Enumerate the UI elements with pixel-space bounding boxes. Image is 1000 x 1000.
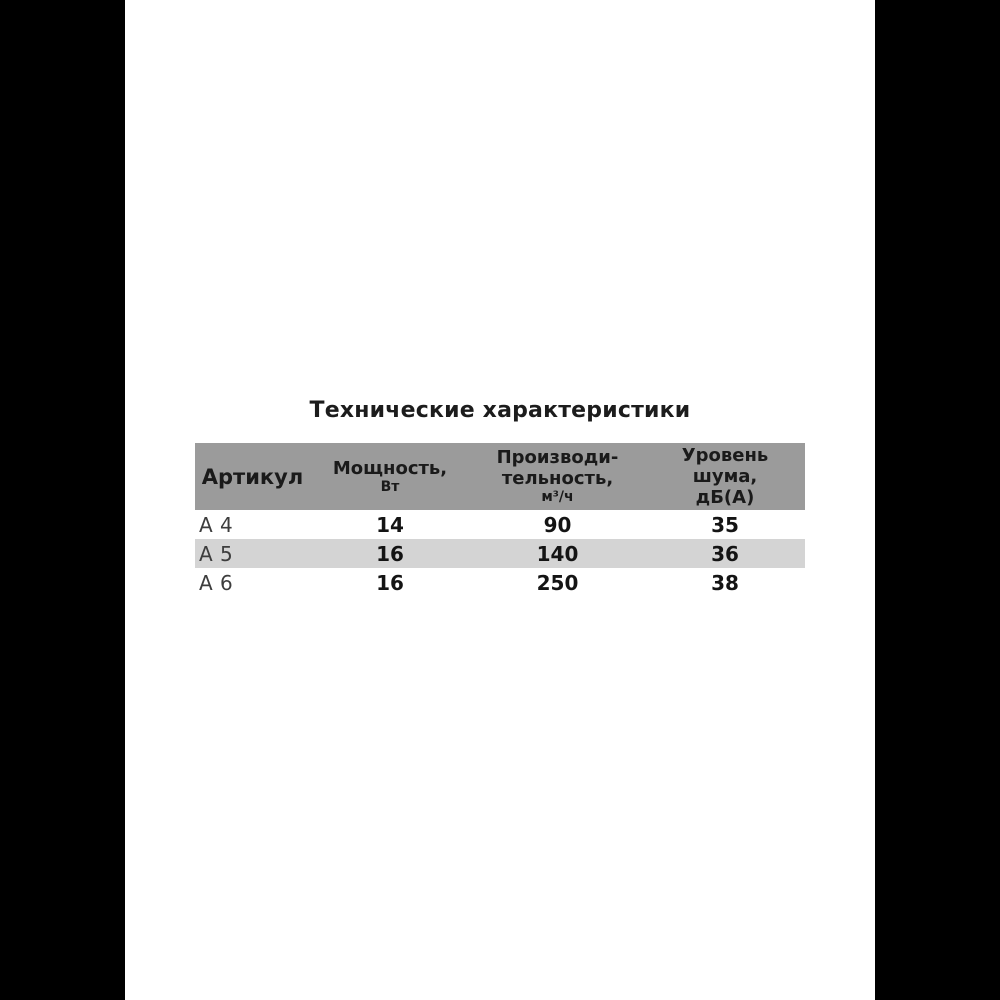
table-row <box>195 568 805 597</box>
header-noise-line2: шума, <box>692 466 758 487</box>
header-cell-power <box>310 443 470 510</box>
table-header-row <box>195 443 805 510</box>
header-power-line1: Мощность, <box>332 457 448 479</box>
header-cell-article <box>195 443 310 510</box>
cell-power: 14 <box>376 512 404 537</box>
header-capacity-line1: Производи- <box>496 447 619 468</box>
cell-power: 16 <box>376 570 404 595</box>
right-letterbox-bar <box>875 0 1000 1000</box>
header-cell-capacity <box>470 443 645 510</box>
header-capacity-unit: м³/ч <box>541 489 574 505</box>
cell-article: А 4 <box>199 512 234 537</box>
cell-article: А 5 <box>199 541 234 566</box>
cell-noise: 35 <box>711 512 739 537</box>
header-capacity-line2: тельность, <box>501 468 614 489</box>
table-row <box>195 510 805 539</box>
cell-noise: 36 <box>711 541 739 566</box>
header-noise-line1: Уровень <box>681 445 769 466</box>
header-article-label: Артикул <box>201 464 304 489</box>
cell-capacity: 90 <box>543 512 572 537</box>
header-cell-noise <box>645 443 805 510</box>
cell-article: А 6 <box>199 570 234 595</box>
header-power-unit: Вт <box>380 478 400 495</box>
cell-capacity: 140 <box>536 541 579 566</box>
header-noise-unit: дБ(А) <box>695 487 755 508</box>
specifications-table <box>195 443 805 597</box>
cell-power: 16 <box>376 541 404 566</box>
table-row <box>195 539 805 568</box>
cell-noise: 38 <box>711 570 739 595</box>
left-letterbox-bar <box>0 0 125 1000</box>
page-title: Технические характеристики <box>309 398 691 423</box>
cell-capacity: 250 <box>536 570 579 595</box>
